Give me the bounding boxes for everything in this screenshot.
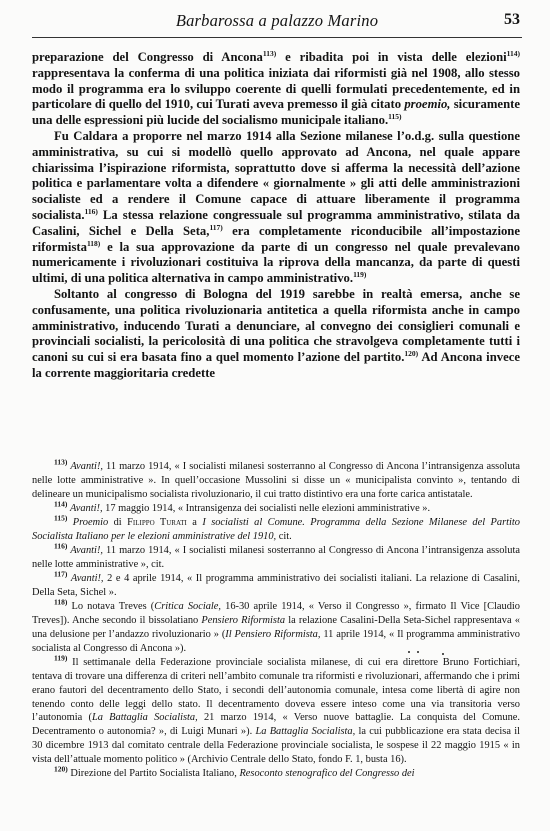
paragraph-2 [32,129,520,287]
print-speck [417,651,419,653]
footnote-number: 116) [54,541,68,551]
text-span: cit. [276,530,292,542]
footnote-118 [32,600,520,655]
footnote-113 [32,457,520,501]
author-name: Filippo Turati [127,517,187,529]
footnote-ref-120: 120) [404,348,419,358]
italic-span: La Battaglia Socialista, [91,712,198,724]
text-span: 16-30 aprile 1914, « Verso il Congresso », firmato Il Vice [Claudio Treves]). Anche secondo il bissolatiano [32,601,520,627]
footnote-119 [32,653,520,766]
print-speck [408,651,410,653]
footnote-115 [32,513,520,544]
text-span: era completamente riconducibile all’impostazione riformista [32,223,520,254]
text-span: e ribadita poi in vista delle elezioni [276,50,507,64]
italic-span: proemio, [404,97,451,112]
footnote-ref-113: 113) [262,48,277,58]
text-span: 21 marzo 1914, « Verso nuove battaglie. La conquista del Comune. Decentramento o autonomia? », di Luigi Munari »). [32,712,520,738]
italic-span: Pensiero Riformista [201,615,286,627]
footnotes [32,457,520,781]
footnote-117 [32,569,520,600]
italic-span: Avanti!, [70,573,104,585]
footnote-ref-119: 119) [353,269,367,279]
running-head: Barbarossa a palazzo Marino [175,11,379,30]
footnote-number: 119) [54,653,68,663]
text-span: 17 maggio 1914, « Intransigenza dei socialisti nelle elezioni amministrative ». [102,502,431,514]
italic-span: Il Pensiero Riformista, [225,629,321,641]
text-span: la relazione Casalini-Della Seta-Sichel rappresentava « una delusione per l’andazzo rivoluzionario » ( [32,615,520,641]
text-span: di [108,517,128,529]
page-number: 53 [504,11,520,28]
italic-span: La Battaglia Socialista, [255,726,356,738]
print-speck [442,653,444,655]
text-span: La stessa relazione congressuale sul programma amministrativo, stilata da Casalini, Sichel e Della Seta, [32,207,520,238]
footnote-number: 118) [54,598,68,607]
italic-span: I socialisti al Comune. Programma della Sezione Milanese del Partito Socialista Italiano per le elezioni amministrative del 1910, [32,517,520,542]
text-span: 2 e 4 aprile 1914, « Il programma amministrativo dei socialisti italiani. La relazione di Casalini, Della Seta, Sichel ». [32,573,520,599]
main-text [32,50,520,382]
footnote-number: 113) [54,457,68,467]
text-span: Soltanto al congresso di Bologna del 1919 sarebbe in realtà emersa, anche se confusamente, una politica rivoluzionaria antitetica a quella riformista anche in campo amministrativo, inducendo Turati a denunciare, al convegno dei consiglieri comunali e provinciali socialisti, la pericolosità di una politica che stravolgeva completamente tutti i canoni su cui si era basata fino a quel momento l’azione del partito. [32,286,520,365]
text-span: preparazione del Congresso di Ancona [32,50,263,64]
footnote-ref-116: 116) [84,206,98,216]
footnote-number: 114) [54,499,68,509]
text-span: la cui pubblicazione era stata decisa il 30 dicembre 1913 dal comitato centrale della Federazione provinciale socialista, le sospese il 22 maggio 1915 « in vista dell’attuale momento politico » (Archivio Centrale dello Stato, fondo F. 1, busta 16). [32,726,520,765]
footnote-114 [32,499,520,516]
text-span: e la sua approvazione da parte di un congresso nel quale prevalevano numericamente i rivoluzionari costituiva la riprova della mancanza, da parte di questi ultimi, di una politica alternativa in campo amministrativo. [32,239,520,286]
text-span: rappresentava la conferma di una politica iniziata dai riformisti già nel 1908, allo stesso modo il programma era lo sviluppo coerente di quelli formulati precedentemente, ed in particolare di quello del 1910, cui Turati aveva premesso il già citato [32,65,520,112]
text-span: a [186,517,203,529]
italic-span: Proemio [72,517,109,529]
footnote-number: 117) [54,569,68,579]
footnote-116 [32,541,520,572]
italic-span: Critica Sociale, [154,601,222,613]
text-span: Lo notava Treves ( [71,601,155,613]
footnote-number: 115) [54,513,68,523]
italic-span: Avanti!, [69,502,103,514]
text-span: 11 marzo 1914, « I socialisti milanesi sosterranno al Congresso di Ancona l’intransigenza assoluta nelle lotte amministrative », cit. [32,545,520,571]
italic-span: Avanti!, [70,545,103,557]
text-span: Il settimanale della Federazione provinciale socialista milanese, di cui era direttore Bruno Fortichiari, tentava di trovare una differenza di criteri nell’ambito comunale tra riformisti e rivoluzionari, affermando che i primi erano fautori del decentramento dello Stato, i secondi dell’autonomia comunale, intesa come libertà di agire non tenendo conto delle leggi dello stato. Il decentramento doveva essere inteso come una via transitoria verso l’autonomia ( [32,657,520,724]
page-header [32,8,522,34]
text-span: sicuramente una delle espressioni più lucide del socialismo municipale italiano. [32,97,520,128]
text-span: Direzione del Partito Socialista Italiano, [70,768,240,780]
footnote-ref-118: 118) [86,238,101,248]
text-span: 11 aprile 1914, « Il programma amministrativo socialista al Congresso di Ancona »). [32,629,520,654]
footnote-ref-115: 115) [388,111,402,121]
text-span: Ad Ancona invece la corrente maggioritaria credette [32,350,521,380]
paragraph-1 [32,50,520,129]
paragraph-3 [32,287,520,382]
text-span: Fu Caldara a proporre nel marzo 1914 alla Sezione milanese l’o.d.g. sulla questione amministrativa, su cui si modellò quello approvato ad Ancona, nel quale appare chiarissima l’ispirazione riformista, soprattutto dove si afferma la necessità dell’azione politica e parlamentare volta a difendere « giornalmente » gli atti delle amministrazioni socialiste ed a rendere il Comune capace di attuare liberamente il programma socialista. [32,128,520,222]
italic-span: Avanti!, [70,461,103,472]
header-rule [32,37,522,38]
italic-span: Resoconto stenografico del Congresso dei [239,768,415,780]
footnote-ref-114: 114) [506,48,520,58]
footnote-number: 120) [54,764,68,774]
text-span: 11 marzo 1914, « I socialisti milanesi sosterranno al Congresso di Ancona l’intransigenza assoluta nelle lotte amministrative ». In quell’occasione Mussolini si disse un « municipalista convinto », tentando di delineare un municipalismo socialista rivoluzionario, il cui tratto distintivo era una forte carica antistatale. [32,461,520,500]
footnote-120 [32,764,520,781]
footnote-ref-117: 117) [209,222,223,232]
